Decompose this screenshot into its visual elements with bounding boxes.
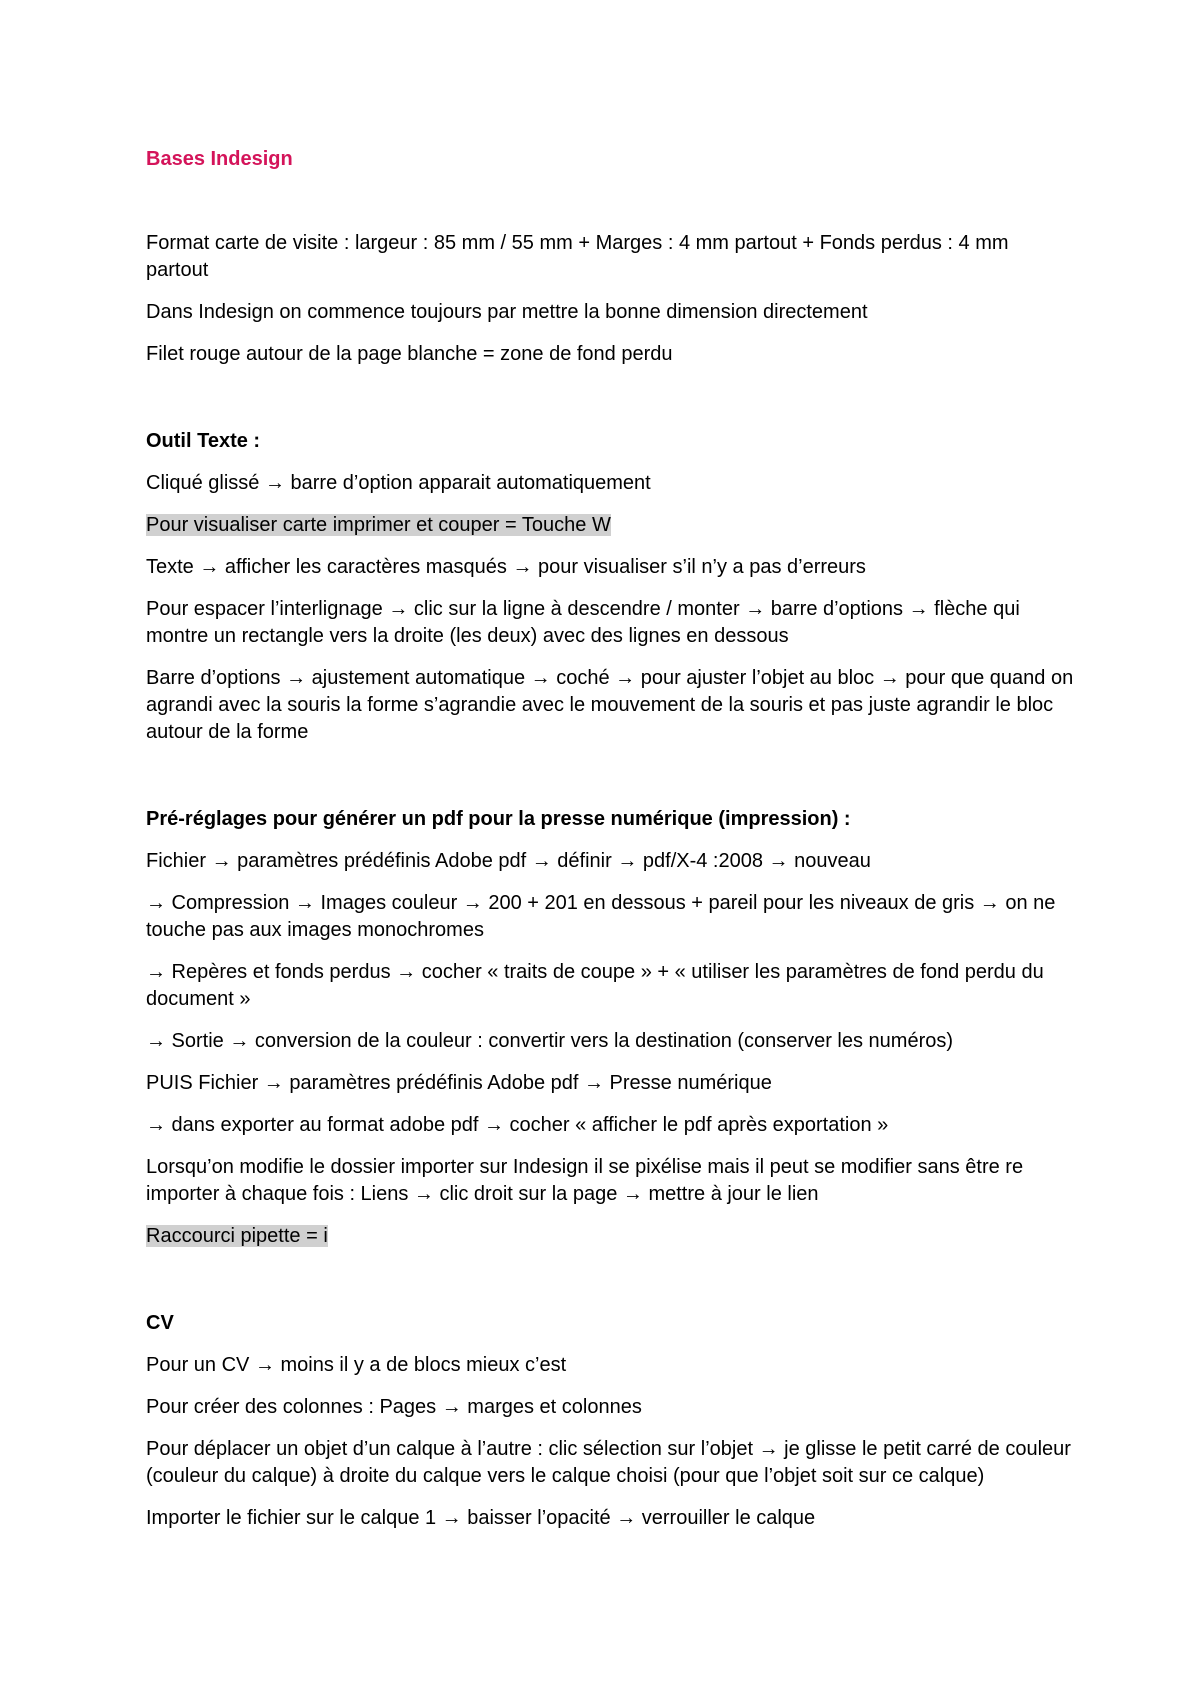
cv-paragraph: Pour créer des colonnes : Pages → marges et colonnes	[146, 1396, 642, 1418]
pdf-paragraph: PUIS Fichier → paramètres prédéfinis Adobe pdf → Presse numérique	[146, 1072, 772, 1094]
cv-paragraph: Pour un CV → moins il y a de blocs mieux c’est	[146, 1354, 567, 1376]
pdf-paragraph: → Repères et fonds perdus → cocher « traits de coupe » + « utiliser les paramètres de fond perdu du document »	[146, 961, 1044, 1010]
pdf-highlight-paragraph	[146, 1223, 1076, 1250]
section-heading-pdf: Pré-réglages pour générer un pdf pour la presse numérique (impression) :	[146, 808, 851, 830]
pdf-paragraph: Lorsqu’on modifie le dossier importer sur Indesign il se pixélise mais il peut se modifier sans être re importer à chaque fois : Liens → clic droit sur la page → mettre à jour le lien	[146, 1156, 1024, 1205]
highlighted-text: Pour visualiser carte imprimer et couper = Touche W	[146, 514, 611, 536]
section-spacer	[146, 1265, 1076, 1310]
intro-paragraph-dimension: Dans Indesign on commence toujours par mettre la bonne dimension directement	[146, 301, 868, 323]
outil-texte-paragraph: Cliqué glissé → barre d’option apparait automatiquement	[146, 472, 651, 494]
pdf-paragraph: Fichier → paramètres prédéfinis Adobe pdf → définir → pdf/X-4 :2008 → nouveau	[146, 850, 871, 872]
outil-texte-paragraph: Texte → afficher les caractères masqués → pour visualiser s’il n’y a pas d’erreurs	[146, 556, 866, 578]
section-spacer	[146, 761, 1076, 806]
cv-paragraph: Importer le fichier sur le calque 1 → baisser l’opacité → verrouiller le calque	[146, 1507, 816, 1529]
pdf-paragraph: → Compression → Images couleur → 200 + 201 en dessous + pareil pour les niveaux de gris → on ne touche pas aux images monochromes	[146, 892, 1056, 941]
intro-paragraph-filet: Filet rouge autour de la page blanche = zone de fond perdu	[146, 343, 673, 365]
outil-texte-highlight-paragraph	[146, 512, 1076, 539]
section-spacer	[146, 383, 1076, 428]
cv-paragraph: Pour déplacer un objet d’un calque à l’autre : clic sélection sur l’objet → je glisse le petit carré de couleur (couleur du calque) à droite du calque vers le calque choisi (pour que l’objet soit sur ce calque)	[146, 1438, 1071, 1487]
highlighted-text: Raccourci pipette = i	[146, 1225, 328, 1247]
outil-texte-paragraph: Barre d’options → ajustement automatique → coché → pour ajuster l’objet au bloc → pour que quand on agrandi avec la souris la forme s’agrandie avec le mouvement de la souris et pas juste agrandir le bloc autour de la forme	[146, 667, 1074, 743]
document-page	[146, 146, 1076, 1547]
section-heading-cv: CV	[146, 1312, 174, 1334]
section-heading-outil-texte: Outil Texte :	[146, 430, 261, 452]
pdf-paragraph: → Sortie → conversion de la couleur : convertir vers la destination (conserver les numéros)	[146, 1030, 954, 1052]
outil-texte-paragraph: Pour espacer l’interlignage → clic sur la ligne à descendre / monter → barre d’options → flèche qui montre un rectangle vers la droite (les deux) avec des lignes en dessous	[146, 598, 1020, 647]
intro-paragraph-format: Format carte de visite : largeur : 85 mm / 55 mm + Marges : 4 mm partout + Fonds perdus : 4 mm partout	[146, 232, 1009, 281]
pdf-paragraph: → dans exporter au format adobe pdf → cocher « afficher le pdf après exportation »	[146, 1114, 889, 1136]
document-title: Bases Indesign	[146, 148, 293, 170]
